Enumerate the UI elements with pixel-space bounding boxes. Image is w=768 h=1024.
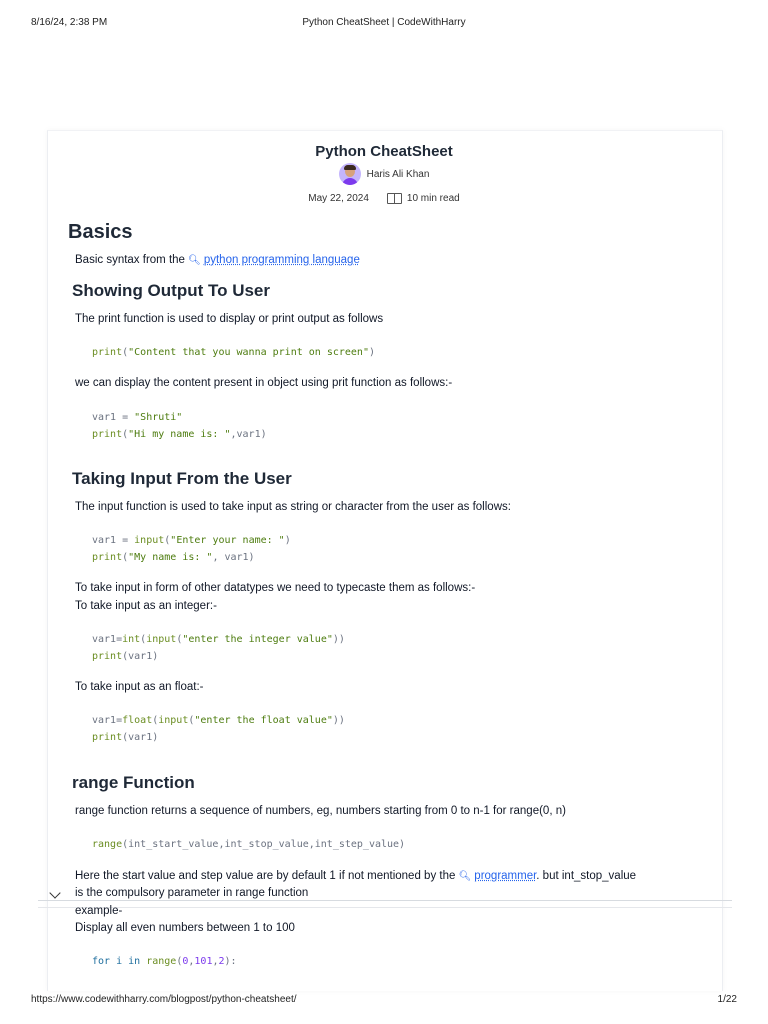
basics-intro: [75, 252, 360, 269]
heading-taking-input: Taking Input From the User: [72, 469, 292, 488]
heading-basics: Basics: [68, 221, 133, 243]
input-para-1: The input function is used to take input as string or character from the user as follows:: [75, 501, 511, 513]
code-token: i: [110, 956, 129, 967]
search-icon: 🔍︎: [188, 255, 201, 266]
post-date: May 22, 2024: [308, 193, 369, 204]
python-language-link[interactable]: python programming language: [203, 254, 360, 266]
heading-range-function: range Function: [72, 773, 195, 792]
range-para-1: range function returns a sequence of numbers, eg, numbers starting from 0 to n-1 for range(0, n): [75, 805, 566, 817]
code-token: input: [146, 634, 177, 645]
code-token: for: [92, 956, 111, 967]
code-token: ,var1): [230, 429, 267, 440]
post-title: Python CheatSheet: [315, 143, 453, 160]
range-para-3: example-: [75, 905, 123, 917]
code-token: ,: [212, 956, 219, 967]
code-token: (: [176, 634, 183, 645]
divider: [38, 900, 732, 908]
code-token: 2: [218, 956, 225, 967]
code-token: (: [176, 956, 183, 967]
code-token: print: [92, 347, 123, 358]
code-token: in: [128, 956, 141, 967]
input-para-3: To take input as an integer:-: [75, 600, 217, 612]
code-token: "My name is: ": [128, 552, 213, 563]
code-token: (: [122, 347, 129, 358]
code-token: (: [122, 429, 129, 440]
code-token: (: [188, 715, 195, 726]
code-token: ): [284, 535, 291, 546]
code-token: )): [332, 715, 345, 726]
print-datetime: 8/16/24, 2:38 PM: [31, 17, 108, 28]
book-icon: [387, 193, 402, 204]
heading-showing-output: Showing Output To User: [72, 281, 270, 300]
code-token: (: [140, 634, 147, 645]
code-token: (int_start_value,int_stop_value,int_step_value): [122, 839, 406, 850]
code-token: int: [122, 634, 141, 645]
code-block-range: [92, 836, 405, 853]
code-token: var1 =: [92, 412, 135, 423]
author-row[interactable]: [0, 163, 768, 185]
programmer-link[interactable]: programmer: [474, 870, 537, 882]
code-token: "Hi my name is: ": [128, 429, 231, 440]
code-token: (: [164, 535, 171, 546]
code-token: var1=: [92, 715, 123, 726]
code-block-input: [92, 532, 291, 566]
code-token: ):: [224, 956, 237, 967]
search-icon: 🔍︎: [458, 871, 472, 882]
code-token: print: [92, 732, 123, 743]
code-block-for-loop: [92, 953, 237, 970]
range-para-2: [75, 868, 715, 885]
code-token: range: [92, 839, 123, 850]
range-para-2-text: Here the start value and step value are by default 1 if not mentioned by the: [75, 870, 456, 882]
output-para-2: we can display the content present in object using prit function as follows:-: [75, 377, 453, 389]
code-token: (: [152, 715, 159, 726]
code-block-float: [92, 712, 345, 746]
code-block-int: [92, 631, 345, 665]
code-token: input: [158, 715, 189, 726]
post-meta: [0, 193, 768, 204]
code-token: ): [368, 347, 375, 358]
code-block-print-var: [92, 409, 267, 443]
code-block-print: [92, 344, 375, 361]
code-token: (var1): [122, 732, 159, 743]
code-token: input: [134, 535, 165, 546]
code-token: "enter the float value": [194, 715, 333, 726]
code-token: print: [92, 552, 123, 563]
author-name[interactable]: Haris Ali Khan: [366, 168, 430, 180]
code-token: float: [122, 715, 153, 726]
code-token: var1 =: [92, 535, 135, 546]
read-time: 10 min read: [406, 193, 460, 204]
code-token: range: [146, 956, 177, 967]
code-token: )): [332, 634, 345, 645]
code-token: print: [92, 429, 123, 440]
basics-intro-text: Basic syntax from the: [75, 254, 185, 266]
code-token: (: [122, 552, 129, 563]
code-token: print: [92, 651, 123, 662]
input-para-4: To take input as an float:-: [75, 681, 204, 693]
print-page-title: Python CheatSheet | CodeWithHarry: [302, 17, 466, 28]
output-para-1: The print function is used to display or print output as follows: [75, 313, 384, 325]
code-token: (var1): [122, 651, 159, 662]
code-token: 101: [194, 956, 213, 967]
code-token: "Shruti": [134, 412, 183, 423]
avatar[interactable]: [339, 163, 361, 185]
range-para-4: Display all even numbers between 1 to 100: [75, 922, 295, 934]
code-token: "Content that you wanna print on screen": [128, 347, 369, 358]
range-para-2-line2: is the compulsory parameter in range function: [75, 887, 309, 899]
print-url: https://www.codewithharry.com/blogpost/python-cheatsheet/: [31, 994, 297, 1005]
range-para-2-suffix: . but int_stop_value: [536, 870, 637, 882]
code-token: var1=: [92, 634, 123, 645]
input-para-2: To take input in form of other datatypes we need to typecaste them as follows:-: [75, 582, 476, 594]
code-token: "Enter your name: ": [170, 535, 285, 546]
print-page-count: 1/22: [717, 994, 737, 1005]
code-token: "enter the integer value": [182, 634, 333, 645]
code-token: 0: [182, 956, 189, 967]
code-token: , var1): [212, 552, 255, 563]
code-token: ,: [188, 956, 195, 967]
